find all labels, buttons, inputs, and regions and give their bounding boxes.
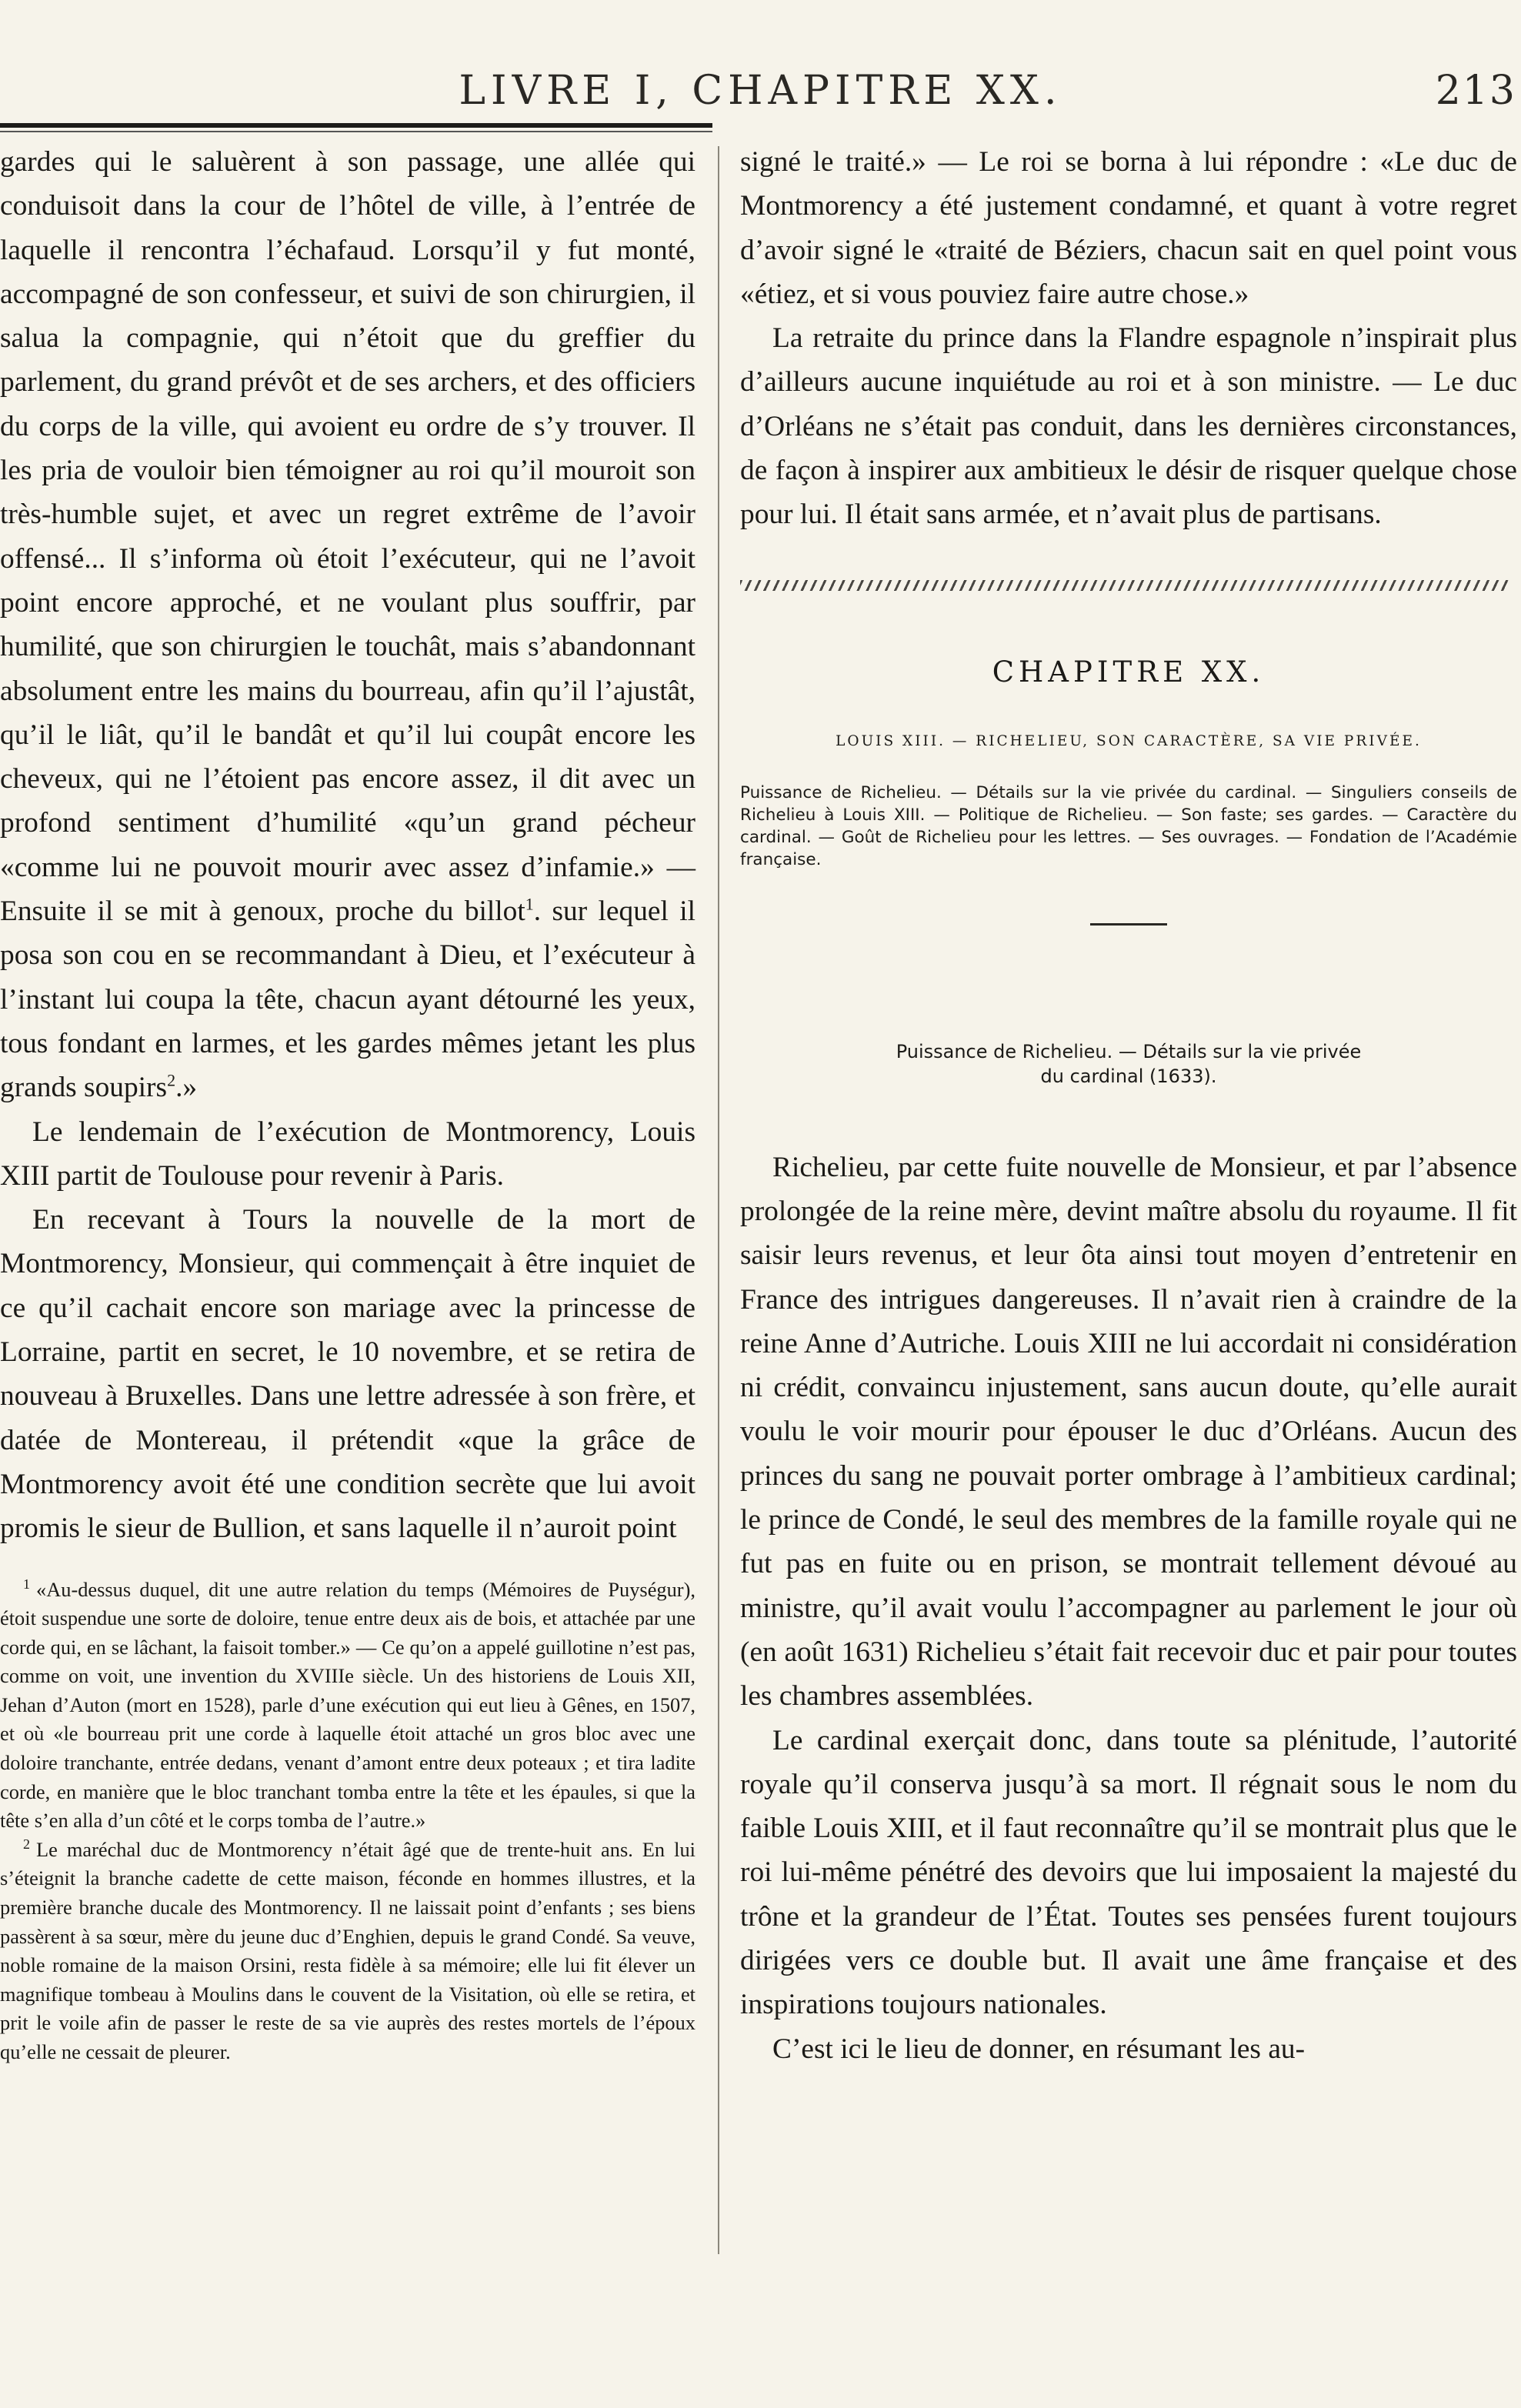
paragraph: Le cardinal exerçait donc, dans toute sa plénitude, l’autorité royale qu’il conserva jusqu’à sa mort. Il régnait sous le nom du faible Louis XIII, et il faut reconnaître qu’il se montrait plus que le roi lui-même pénétré des devoirs que lui imposaient la majesté du trône et la grandeur de l’État. Toutes ses pensées furent toujours dirigées vers ce double but. Il avait une âme française et des inspirations toujours nationales. — [740, 1724, 1517, 2021]
paragraph: Le lendemain de l’exécution de Montmorency, Louis XIII partit de Toulouse pour revenir à Paris. — [0, 1116, 695, 1192]
section-caption-line: du cardinal (1633). — [1040, 1065, 1217, 1087]
footnote-ref: 2 — [167, 1070, 176, 1090]
column-divider — [718, 146, 719, 2254]
footnote-text: Le maréchal duc de Montmorency n’était âgé que de trente-huit ans. En lui s’éteignit la branche cadette de cette maison, féconde en hommes illustres, et la première branche ducale des Montmorency. Il ne laissait point d’enfants ; ses biens passèrent à sa sœur, mère du jeune duc d’Enghien, depuis le grand Condé. Sa veuve, noble romaine de la maison Orsini, resta fidèle à sa mémoire; elle lui fit élever un magnifique tombeau à Moulins dans le couvent de la Visitation, où elle se retira, et prit le voile afin de passer le reste de sa vie auprès des restes mortels de l’époux qu’elle ne cessait de pleurer. — [0, 1837, 695, 2063]
section-rule — [1090, 923, 1167, 926]
page-number: 213 — [1435, 68, 1516, 114]
chapter-subtitle: LOUIS XIII. — RICHELIEU, SON CARACTÈRE, SA VIE PRIVÉE. — [836, 732, 1422, 749]
paragraph-text: sur lequel il posa son cou en se recommandant à Dieu, et l’exécuteur à l’instant lui coupa la tête, chacun ayant détourné les yeux, tous fondant en larmes, et les gardes mêmes jetant les plus grands soupirs — [0, 895, 695, 1104]
paragraph: Richelieu, par cette fuite nouvelle de Monsieur, et par l’absence prolongée de la reine mère, devint maître absolu du royaume. Il fit saisir leurs revenus, et leur ôta ainsi tout moyen d’entretenir en France des intrigues dangereuses. Il n’avait rien à craindre de la reine Anne d’Autriche. Louis XIII ne lui accordait ni considération ni crédit, convaincu injustement, sans aucun doute, qu’elle aurait voulu le voir mourir pour épouser le duc d’Orléans. Aucun des princes du sang ne pouvait porter ombrage à l’ambitieux cardinal; le prince de Condé, le seul des membres de la famille royale qui ne fut pas en fuite ou en prison, se montrait tellement dévoué au ministre, qu’il avait voulu l’accompagner au parlement le jour où (en août 1631) Richelieu s’était fait recevoir duc et pair pour toutes les chambres assemblées. — [740, 1151, 1517, 1713]
header-rule-thin — [0, 131, 712, 132]
footnote-mark: 1 — [23, 1576, 30, 1592]
footnote-mark: 2 — [23, 1836, 30, 1853]
paragraph: La retraite du prince dans la Flandre espagnole n’inspirait plus d’ailleurs aucune inquiétude au roi et à son ministre. — Le duc d’Orléans ne s’était pas conduit, dans les dernières circonstances, de façon à inspirer aux ambitieux le désir de risquer quelque chose pour lui. Il était sans armée, et n’avait plus de partisans. — [740, 322, 1517, 531]
paragraph: gardes qui le saluèrent à son passage, une allée qui conduisoit dans la cour de l’hôtel de ville, à l’entrée de laquelle il rencontra l’échafaud. Lorsqu’il y fut monté, accompagné de son confesseur, et suivi de son chirurgien, il salua la compagnie, qui n’étoit que du greffier du parlement, du grand prévôt et de ses archers, et des officiers du corps de la ville, qui avoient eu ordre de s’y trouver. Il les pria de vouloir bien témoigner au roi qu’il mouroit son très-humble sujet, et avec un regret extrême de l’avoir offensé... Il s’informa où étoit l’exécuteur, qui ne l’avoit point encore approché, et ne voulant plus souffrir, par humilité, que son chirurgien le touchât, mais s’abandonnant absolument entre les mains du bourreau, afin qu’il l’ajustât, qu’il le liât, qu’il le bandât et qu’il lui coupât encore les cheveux, qui ne l’étoient pas encore assez, il dit avec un profond sentiment d’humilité «qu’un grand pécheur «comme lui ne pouvoit mourir avec assez d’infamie.» — Ensuite il se mit à genoux, proche du billot$^1$. sur lequel il posa son cou en se recommandant à Dieu, et l’exécuteur à l’instant lui coupa la tête, chacun ayant détourné les yeux, tous fondant en larmes, et les gardes mêmes jetant les plus grands soupirs$^2$.» — [0, 146, 695, 1104]
footnotes — [0, 1576, 695, 2067]
paragraph: signé le traité.» — Le roi se borna à lui répondre : «Le duc de Montmorency a été justement condamné, et quant à votre regret d’avoir signé le «traité de Béziers, chacun sait en quel point vous «étiez, et si vous pouviez faire autre chose.» — [740, 146, 1517, 310]
chapter-body — [740, 1146, 1517, 2071]
header-rule — [0, 123, 712, 128]
section-caption-line: Puissance de Richelieu. — Détails sur la vie privée — [896, 1040, 1362, 1062]
left-column — [0, 140, 695, 2067]
footnote-1 — [0, 1576, 695, 1836]
chapter-title: CHAPITRE XX. — [992, 655, 1266, 689]
right-column — [740, 140, 1517, 2071]
section-caption — [740, 1039, 1517, 1089]
paragraph: En recevant à Tours la nouvelle de la mort de Montmorency, Monsieur, qui commençait à être inquiet de ce qu’il cachait encore son mariage avec la princesse de Lorraine, partit en secret, le 10 novembre, et se retira de nouveau à Bruxelles. Dans une lettre adressée à son frère, et datée de Montereau, il prétendit «que la grâce de Montmorency avoit été une condition secrète que lui avoit promis le sieur de Bullion, et sans laquelle il n’auroit point — [0, 1204, 695, 1545]
footnote-text: «Au-dessus duquel, dit une autre relation du temps (Mémoires de Puységur), étoit suspendue une sorte de doloire, tenue entre deux ais de bois, et attachée par une corde qui, en se lâchant, la faisoit tomber.» — Ce qu’on a appelé guillotine n’est pas, comme on voit, une invention du XVIIIe siècle. Un des historiens de Louis XII, Jehan d’Auton (mort en 1528), parle d’une exécution qui eut lieu à Gênes, en 1507, et où «le bourreau prit une corde à laquelle étoit attaché un gros bloc avec une doloire tranchante, entrée dedans, venant d’amont entre deux poteaux ; et tira ladite corde, en manière que le bloc tranchant tomba entre la tête et les épaules, si que la tête s’en alla d’un côté et le corps tomba de l’autre.» — [0, 1577, 695, 1833]
chapter-summary: Puissance de Richelieu. — Détails sur la vie privée du cardinal. — Singuliers conseils de Richelieu à Louis XIII. — Politique de Richelieu. — Son faste; ses gardes. — Caractère du cardinal. — Goût de Richelieu pour les lettres. — Ses ouvrages. — Fondation de l’Académie française. — [740, 782, 1517, 869]
paragraph: C’est ici le lieu de donner, en résumant les au- — [772, 2033, 1306, 2065]
footnote-ref: 1 — [525, 894, 534, 914]
footnote-2 — [0, 1836, 695, 2067]
ornamental-rule — [740, 580, 1509, 591]
running-title: LIVRE I, CHAPITRE XX. — [459, 68, 1062, 114]
paragraph-text: gardes qui le saluèrent à son passage, une allée qui conduisoit dans la cour de l’hôtel de ville, à l’entrée de laquelle il rencontra l’échafaud. Lorsqu’il y fut monté, accompagné de son confesseur, et suivi de son chirurgien, il salua la compagnie, qui n’étoit que du greffier du parlement, du grand prévôt et de ses archers, et des officiers du corps de la ville, qui avoient eu ordre de s’y trouver. Il les pria de vouloir bien témoigner au roi qu’il mouroit son très-humble sujet, et avec un regret extrême de l’avoir offensé... Il s’informa où étoit l’exécuteur, qui ne l’avoit point encore approché, et ne voulant plus souffrir, par humilité, que son chirurgien le touchât, mais s’abandonnant absolument entre les mains du bourreau, afin qu’il l’ajustât, qu’il le liât, qu’il le bandât et qu’il lui coupât encore les cheveux, qui ne l’étoient pas encore assez, il dit avec un profond sentiment d’humilité «qu’un grand pécheur «comme lui ne pouvoit mourir avec assez d’infamie.» — Ensuite il se mit à genoux, proche du billot — [0, 146, 695, 928]
page-header — [0, 68, 1521, 122]
